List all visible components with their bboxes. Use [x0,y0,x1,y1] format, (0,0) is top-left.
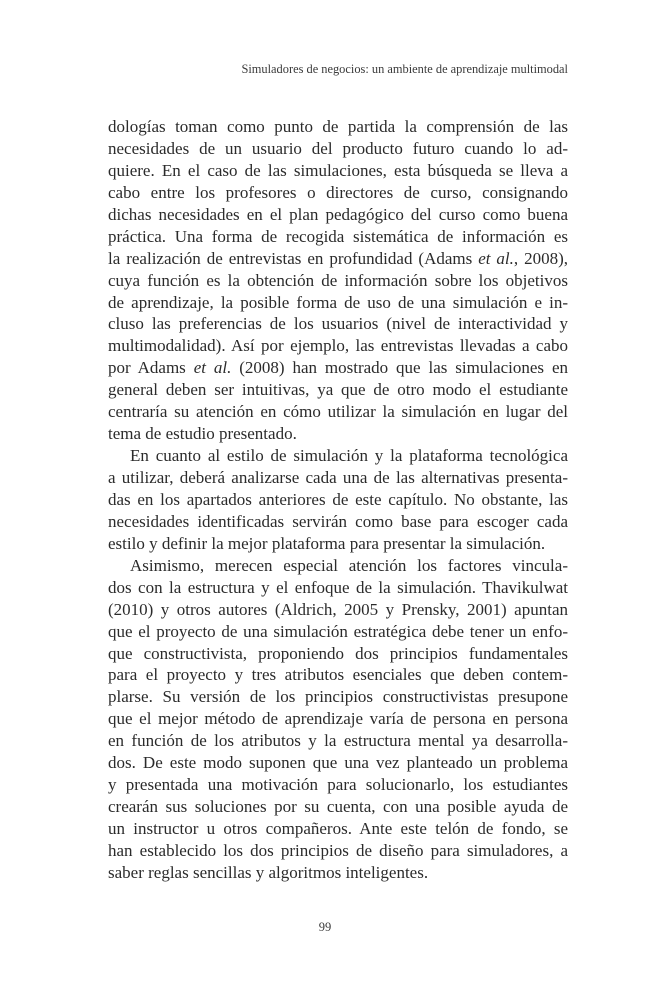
text-line: la realización de entrevistas en profundidad (Adams et al., 2008), [108,248,568,268]
text-line: por Adams et al. (2008) han mostrado que las simulaciones en [108,358,568,378]
text-line: de aprendizaje, la posible forma de uso de una simulación e in- [108,292,568,312]
text-line: práctica. Una forma de recogida sistemática de información es [108,226,568,246]
text-line: En cuanto al estilo de simulación y la plataforma tecnológica [130,446,568,466]
text-line: que constructivista, proponiendo dos principios fundamentales [108,643,568,663]
text-line: (2010) y otros autores (Aldrich, 2005 y Prensky, 2001) apuntan [108,599,568,619]
text-line: necesidades identificadas servirán como base para escoger cada [108,511,568,531]
text-line: cabo entre los profesores o directores de curso, consignando [108,182,568,202]
text-line: que el mejor método de aprendizaje varía de persona en persona [108,709,568,729]
running-head: Simuladores de negocios: un ambiente de aprendizaje multimodal [241,62,568,76]
text-line: das en los apartados anteriores de este capítulo. No obstante, las [108,489,568,509]
text-line: en función de los atributos y la estructura mental ya desarrolla- [108,731,568,751]
paragraph [108,116,568,445]
paragraph [108,555,568,884]
text-line: dichas necesidades en el plan pedagógico del curso como buena [108,204,568,224]
text-line: plarse. Su versión de los principios constructivistas presupone [108,687,568,707]
page-number: 99 [318,920,332,934]
text-line: han establecido los dos principios de diseño para simuladores, a [108,840,568,860]
text-line: multimodalidad). Así por ejemplo, las entrevistas llevadas a cabo [108,336,568,356]
body-text [108,116,568,884]
text-line: general deben ser intuitivas, ya que de otro modo el estudiante [108,380,568,400]
text-line: y presentada una motivación para solucionarlo, los estudiantes [108,775,568,795]
text-line: tema de estudio presentado. [108,424,297,444]
text-line: saber reglas sencillas y algoritmos inteligentes. [108,862,429,882]
text-line: un instructor u otros compañeros. Ante este telón de fondo, se [108,819,568,838]
text-line: que el proyecto de una simulación estratégica debe tener un enfo- [108,621,568,641]
text-line: para el proyecto y tres atributos esenciales que deben contem- [108,665,568,685]
text-line: Asimismo, merecen especial atención los factores vincula- [130,555,568,575]
text-line: dos con la estructura y el enfoque de la simulación. Thavikulwat [108,577,568,597]
text-line: necesidades de un usuario del producto futuro cuando lo ad- [108,138,568,158]
text-line: a utilizar, deberá analizarse cada una de las alternativas presenta- [108,468,568,487]
text-line: cluso las preferencias de los usuarios (nivel de interactividad y [108,314,568,334]
text-line: crearán sus soluciones por su cuenta, con una posible ayuda de [108,797,568,817]
text-line: dos. De este modo suponen que una vez planteado un problema [108,753,568,773]
text-line: dologías toman como punto de partida la comprensión de las [108,117,568,136]
text-line: centraría su atención en cómo utilizar la simulación en lugar del [108,402,568,422]
text-line: cuya función es la obtención de información sobre los objetivos [108,270,568,290]
text-line: quiere. En el caso de las simulaciones, esta búsqueda se lleva a [108,160,568,180]
paragraph [108,445,568,555]
text-line: estilo y definir la mejor plataforma para presentar la simulación. [108,533,546,553]
